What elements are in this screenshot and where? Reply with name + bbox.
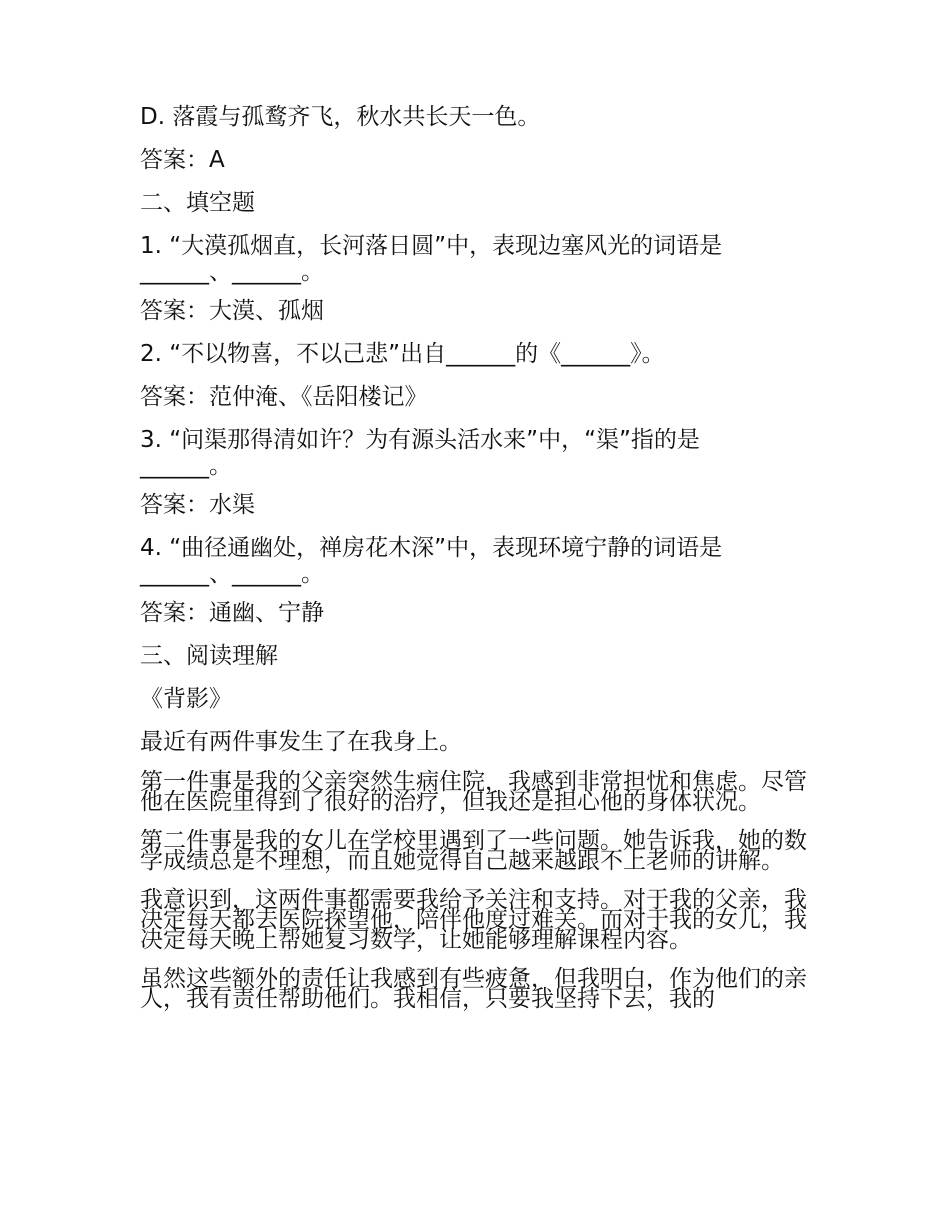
paragraph-3: 第二件事是我的女儿在学校里遇到了一些问题。她告诉我，她的数学成绩总是不理想，而且她觉得自己越来越跟不上老师的讲解。 <box>140 828 807 874</box>
answer-line: 答案：A <box>140 147 225 173</box>
option-d: D. 落霞与孤鹜齐飞，秋水共长天一色。 <box>140 104 541 130</box>
document-page <box>140 104 812 1028</box>
question-1-blanks: ______、______。 <box>140 259 324 285</box>
paragraph-1: 最近有两件事发生了在我身上。 <box>140 729 462 755</box>
question-3-answer: 答案：水渠 <box>140 492 255 518</box>
question-4-answer: 答案：通幽、宁静 <box>140 600 324 626</box>
question-4 <box>140 535 812 587</box>
paragraph-4: 我意识到，这两件事都需要我给予关注和支持。对于我的父亲，我决定每天都去医院探望他，陪伴他度过难关。而对于我的女儿，我决定每天晚上帮她复习数学，让她能够理解课程内容。 <box>140 887 807 953</box>
question-3 <box>140 427 812 479</box>
question-3-text: 3. “问渠那得清如许？为有源头活水来”中，“渠”指的是 <box>140 427 700 453</box>
question-1 <box>140 233 812 285</box>
reading-title: 《背影》 <box>140 686 232 712</box>
section-heading-fill: 二、填空题 <box>140 190 255 216</box>
question-3-blanks: ______。 <box>140 453 232 479</box>
question-1-text: 1. “大漠孤烟直，长河落日圆”中，表现边塞风光的词语是 <box>140 233 723 259</box>
question-2: 2. “不以物喜，不以己悲”出自______的《______》。 <box>140 341 665 367</box>
question-2-answer: 答案：范仲淹、《岳阳楼记》 <box>140 384 428 410</box>
question-4-blanks: ______、______。 <box>140 561 324 587</box>
paragraph-2: 第一件事是我的父亲突然生病住院，我感到非常担忧和焦虑。尽管他在医院里得到了很好的治疗，但我还是担心他的身体状况。 <box>140 769 807 815</box>
question-4-text: 4. “曲径通幽处，禅房花木深”中，表现环境宁静的词语是 <box>140 535 723 561</box>
section-heading-reading: 三、阅读理解 <box>140 643 278 669</box>
paragraph-5: 虽然这些额外的责任让我感到有些疲惫，但我明白，作为他们的亲人，我有责任帮助他们。我相信，只要我坚持下去，我的 <box>140 966 807 1012</box>
question-1-answer: 答案：大漠、孤烟 <box>140 298 324 324</box>
